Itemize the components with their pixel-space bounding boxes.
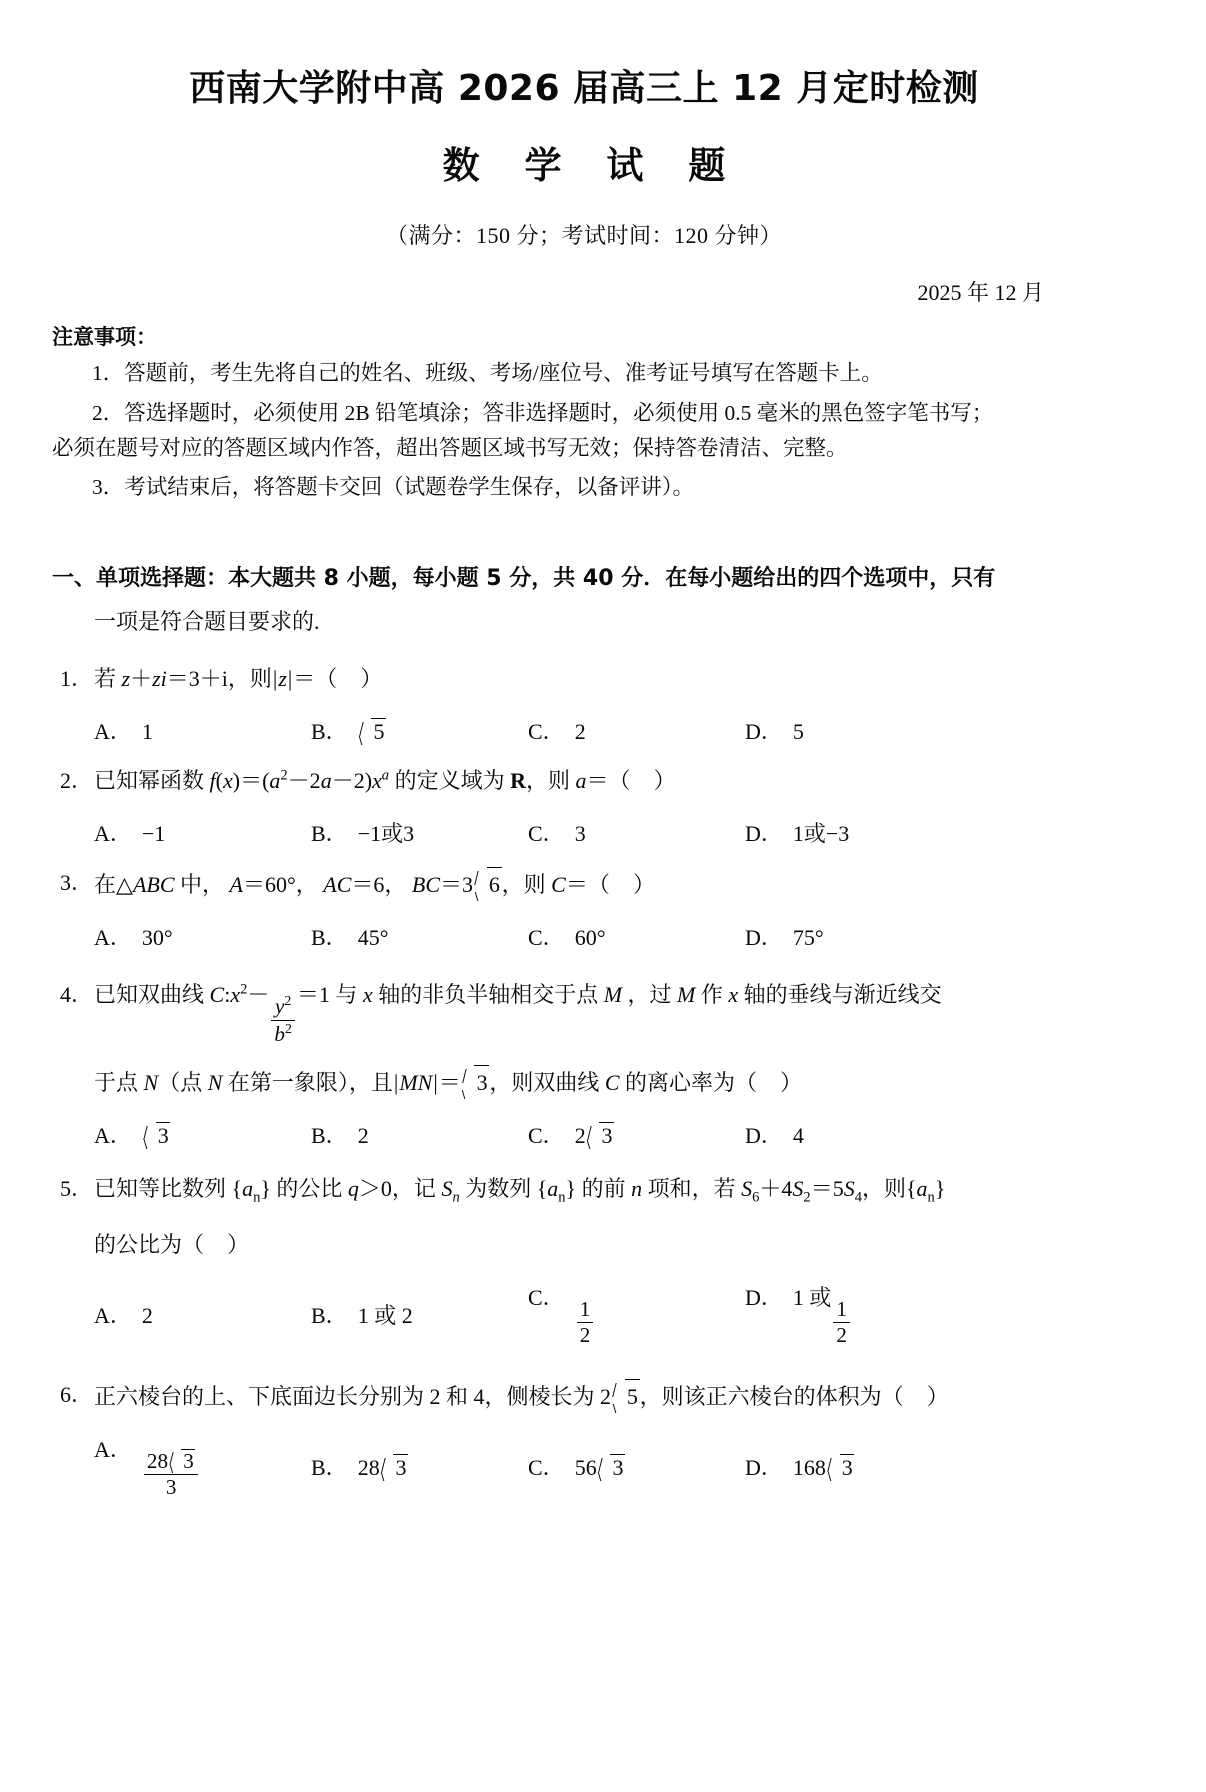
option-6-B-value: 28 3 bbox=[357, 1454, 407, 1480]
question-3-stem bbox=[52, 866, 1116, 901]
question-3 bbox=[52, 866, 1116, 952]
option-5-A[interactable]: A． 2 bbox=[94, 1302, 153, 1328]
option-6-C-value: 56 3 bbox=[574, 1454, 624, 1480]
section-label: 一、单项选择题： bbox=[52, 566, 229, 592]
option-1-C[interactable]: C． 2 bbox=[528, 719, 586, 745]
option-2-B-value: −1或3 bbox=[357, 821, 415, 847]
option-1-D-value: 5 bbox=[792, 719, 804, 745]
option-2-C-value: 3 bbox=[574, 821, 586, 847]
question-6-number: 6． bbox=[60, 1381, 94, 1407]
question-4 bbox=[52, 978, 1116, 1150]
question-2-options bbox=[94, 817, 1116, 848]
question-5-stem bbox=[52, 1172, 1116, 1209]
option-4-B[interactable]: B． 2 bbox=[311, 1123, 369, 1149]
option-1-A[interactable]: A． 1 bbox=[94, 719, 153, 745]
question-4-options bbox=[94, 1119, 1116, 1150]
question-1-text: 若 z＋zi＝3＋i，则|z|＝（ ） bbox=[94, 666, 383, 692]
option-6-B[interactable]: B． 28 3 bbox=[311, 1454, 407, 1480]
question-6-text: 正六棱台的上、下底面边长分别为 2 和 4，侧棱长为 2 5，则该正六棱台的体积为（ ） bbox=[94, 1378, 1116, 1413]
question-2-number: 2． bbox=[60, 768, 94, 794]
option-4-B-value: 2 bbox=[357, 1123, 369, 1149]
question-5-text: 已知等比数列 $\{a_n\}$ 的公比 q＞0，记 $S_n$ 为数列 $\{a_n\}$ 的前 n 项和，若 $S_6+4S_2=5S_4$，则$\{a_n\}$ bbox=[94, 1176, 946, 1206]
option-5-A-value: 2 bbox=[141, 1302, 153, 1328]
option-3-C-value: 60° bbox=[574, 925, 606, 951]
notice-item-1: 1．答题前，考生先将自己的姓名、班级、考场/座位号、准考证号填写在答题卡上。 bbox=[92, 361, 883, 385]
option-4-A-value: 3 bbox=[142, 1121, 171, 1149]
question-4-stem bbox=[52, 978, 1116, 1046]
section-desc-cont: 一项是符合题目要求的. bbox=[94, 609, 320, 635]
question-1-options bbox=[94, 715, 1116, 746]
option-3-C[interactable]: C． 60° bbox=[528, 925, 606, 951]
option-4-C-value: 2 3 bbox=[574, 1123, 613, 1149]
option-6-C[interactable]: C． 56 3 bbox=[528, 1454, 624, 1480]
option-2-A[interactable]: A． −1 bbox=[94, 821, 166, 847]
option-2-D-value: 1或−3 bbox=[792, 821, 850, 847]
option-1-A-value: 1 bbox=[141, 719, 153, 745]
question-2 bbox=[52, 764, 1116, 848]
question-5-number: 5． bbox=[60, 1176, 94, 1202]
option-6-A[interactable]: A． $\frac{28 3}{3}$ bbox=[94, 1433, 311, 1500]
option-3-B[interactable]: B． 45° bbox=[311, 925, 389, 951]
option-6-A-value: $\frac{28 3}{3}$ bbox=[142, 1437, 201, 1500]
option-5-D[interactable]: D． 1 或 $\frac{1}{2}$ bbox=[745, 1281, 962, 1348]
option-3-B-value: 45° bbox=[357, 925, 389, 951]
question-2-text: 已知幂函数 $f(x)=(a^2-2a-2)x^a$ 的定义域为 R，则 a＝（ ） bbox=[94, 767, 676, 794]
page-title: 西南大学附中高 2026 届高三上 12 月定时检测 bbox=[189, 68, 979, 109]
option-5-C-value: $\frac{1}{2}$ bbox=[575, 1285, 596, 1348]
option-2-C[interactable]: C． 3 bbox=[528, 821, 586, 847]
question-5 bbox=[52, 1172, 1116, 1347]
question-5-text-cont: 的公比为（ ） bbox=[94, 1231, 250, 1257]
exam-meta: （满分：150 分；考试时间：120 分钟） bbox=[385, 223, 782, 248]
question-1 bbox=[52, 662, 1116, 746]
option-4-C[interactable]: C． 2 3 bbox=[528, 1123, 613, 1149]
question-6 bbox=[52, 1378, 1116, 1500]
notice-heading: 注意事项： bbox=[52, 325, 157, 349]
notice-item-2: 2．答选择题时，必须使用 2B 铅笔填涂；答非选择题时，必须使用 0.5 毫米的黑色签字笔书写； bbox=[92, 400, 994, 425]
option-4-A[interactable]: A． 3 bbox=[94, 1123, 169, 1149]
option-3-A[interactable]: A． 30° bbox=[94, 925, 173, 951]
option-1-D[interactable]: D． 5 bbox=[745, 719, 804, 745]
notice-item-2-cont: 必须在题号对应的答题区域内作答，超出答题区域书写无效；保持答卷清洁、完整。 bbox=[52, 435, 848, 460]
option-2-A-value: −1 bbox=[141, 821, 166, 847]
option-2-D[interactable]: D． 1或−3 bbox=[745, 817, 962, 848]
question-4-text: 已知双曲线 $C:x^2-$ $\frac{y^2}{b^2}$ ＝1 与 x 轴的非负半轴相交于点 M ，过 M 作 x 轴的垂线与渐近线交 bbox=[94, 981, 942, 1046]
option-2-B[interactable]: B． −1或3 bbox=[311, 817, 528, 848]
exam-date: 2025 年 12 月 bbox=[917, 280, 1044, 305]
question-5-options bbox=[94, 1281, 1116, 1348]
option-5-B[interactable]: B． 1 或 2 bbox=[311, 1299, 528, 1330]
option-1-B[interactable]: B． 5 bbox=[311, 719, 385, 745]
subject-title: 数 学 试 题 bbox=[442, 144, 742, 187]
option-3-D-value: 75° bbox=[792, 925, 824, 951]
option-6-D[interactable]: D． 168 3 bbox=[745, 1454, 853, 1480]
question-1-stem bbox=[52, 662, 1116, 695]
question-4-text-cont: 于点 N（点 N 在第一象限），且|MN|＝ 3，则双曲线 C 的离心率为（ ） bbox=[52, 1064, 1116, 1099]
question-2-stem bbox=[52, 764, 1116, 797]
question-3-text: 在△ABC 中， A＝60°， AC＝6， BC＝3 6，则 C＝（ ） bbox=[94, 866, 1116, 901]
question-6-options bbox=[94, 1433, 1116, 1500]
option-4-D[interactable]: D． 4 bbox=[745, 1123, 804, 1149]
option-3-D[interactable]: D． 75° bbox=[745, 925, 824, 951]
notice-item-3: 3．考试结束后，将答题卡交回（试题卷学生保存，以备评讲）。 bbox=[92, 475, 695, 500]
option-6-D-value: 168 3 bbox=[792, 1454, 853, 1480]
section-desc: 本大题共 8 小题，每小题 5 分，共 40 分．在每小题给出的四个选项中，只有 bbox=[228, 566, 996, 592]
option-3-A-value: 30° bbox=[141, 925, 173, 951]
question-6-stem bbox=[52, 1378, 1116, 1413]
option-5-B-value: 1 或 2 bbox=[357, 1302, 413, 1328]
option-5-C[interactable]: C． $\frac{1}{2}$ bbox=[528, 1281, 745, 1348]
option-1-B-value: 5 bbox=[358, 717, 387, 745]
option-4-D-value: 4 bbox=[792, 1123, 804, 1149]
question-3-options bbox=[94, 921, 1116, 952]
section-heading bbox=[52, 557, 1116, 644]
question-3-number: 3． bbox=[60, 870, 94, 896]
question-4-number: 4． bbox=[60, 982, 94, 1008]
option-1-C-value: 2 bbox=[574, 719, 586, 745]
question-1-number: 1． bbox=[60, 666, 94, 692]
option-5-D-value: 1 或 $\frac{1}{2}$ bbox=[793, 1281, 852, 1348]
